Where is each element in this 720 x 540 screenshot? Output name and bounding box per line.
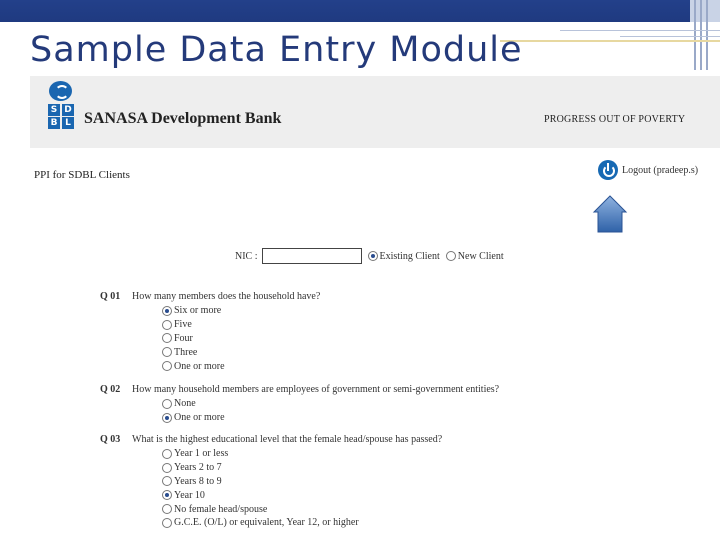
question-text: How many household members are employees of government or semi-government entities?	[132, 384, 500, 395]
option-label: Three	[174, 346, 198, 358]
question-text: How many members does the household have?	[132, 291, 321, 302]
option-list	[162, 447, 359, 530]
option-list	[162, 397, 225, 425]
option[interactable]	[162, 318, 225, 332]
option-label: No female head/spouse	[174, 503, 268, 515]
radio-button[interactable]	[162, 476, 172, 486]
nic-label: NIC :	[235, 250, 258, 262]
slide-deco-line	[694, 0, 696, 70]
option-label: None	[174, 398, 196, 410]
option[interactable]	[162, 332, 225, 346]
radio-button[interactable]	[162, 449, 172, 459]
radio-button[interactable]	[162, 490, 172, 500]
option[interactable]	[162, 488, 359, 502]
radio-button[interactable]	[162, 413, 172, 423]
radio-button[interactable]	[162, 361, 172, 371]
radio-button[interactable]	[368, 251, 378, 261]
option[interactable]	[162, 359, 225, 373]
radio-button[interactable]	[162, 463, 172, 473]
radio-button[interactable]	[162, 320, 172, 330]
slide-deco-line	[700, 0, 702, 70]
radio-label: New Client	[457, 250, 504, 262]
logo-letter: L	[62, 117, 74, 129]
option-label: One or more	[174, 412, 225, 424]
option-label: One or more	[174, 360, 225, 372]
logo-letter: B	[48, 117, 60, 129]
option[interactable]	[162, 475, 359, 489]
radio-button[interactable]	[162, 347, 172, 357]
tagline: PROGRESS OUT OF POVERTY	[544, 114, 686, 125]
new-client-radio[interactable]	[446, 251, 504, 262]
nic-row	[235, 248, 510, 264]
slide-top-bar	[0, 0, 690, 22]
question-number: Q 03	[100, 434, 121, 445]
option-label: Years 8 to 9	[174, 475, 222, 487]
sdbl-logo-emblem	[49, 81, 72, 101]
option-label: Year 1 or less	[174, 448, 229, 460]
option[interactable]	[162, 502, 359, 516]
question-number: Q 02	[100, 384, 121, 395]
option-label: Four	[174, 332, 193, 344]
option[interactable]	[162, 447, 359, 461]
section-label: PPI for SDBL Clients	[34, 169, 130, 181]
slide-deco-line	[560, 30, 720, 31]
option-label: G.C.E. (O/L) or equivalent, Year 12, or higher	[174, 517, 359, 529]
radio-label: Existing Client	[379, 250, 440, 262]
nic-input[interactable]	[262, 248, 362, 264]
app-screenshot	[30, 76, 720, 540]
slide-deco-line	[706, 0, 708, 70]
slide-deco-line	[620, 36, 720, 37]
sdbl-logo	[47, 81, 75, 129]
option-list	[162, 304, 225, 373]
bank-name: SANASA Development Bank	[84, 110, 282, 127]
radio-button[interactable]	[446, 251, 456, 261]
radio-button[interactable]	[162, 518, 172, 528]
logout-link[interactable]	[598, 160, 698, 180]
option[interactable]	[162, 411, 225, 425]
option[interactable]	[162, 516, 359, 530]
question-text: What is the highest educational level that the female head/spouse has passed?	[132, 434, 443, 445]
question-number: Q 01	[100, 291, 121, 302]
option[interactable]	[162, 461, 359, 475]
radio-button[interactable]	[162, 399, 172, 409]
option[interactable]	[162, 397, 225, 411]
radio-button[interactable]	[162, 333, 172, 343]
power-icon	[598, 160, 618, 180]
option-label: Year 10	[174, 489, 205, 501]
logo-letter: S	[48, 104, 60, 116]
option-label: Years 2 to 7	[174, 462, 222, 474]
option-label: Six or more	[174, 305, 222, 317]
logo-letter: D	[62, 104, 74, 116]
home-icon[interactable]	[592, 194, 628, 234]
option[interactable]	[162, 345, 225, 359]
radio-button[interactable]	[162, 504, 172, 514]
radio-button[interactable]	[162, 306, 172, 316]
option[interactable]	[162, 304, 225, 318]
option-label: Five	[174, 319, 192, 331]
logout-label: Logout (pradeep.s)	[622, 164, 699, 176]
slide-deco-line	[500, 40, 720, 42]
banner	[30, 76, 720, 148]
existing-client-radio[interactable]	[368, 251, 440, 262]
slide-title: Sample Data Entry Module	[30, 30, 523, 70]
